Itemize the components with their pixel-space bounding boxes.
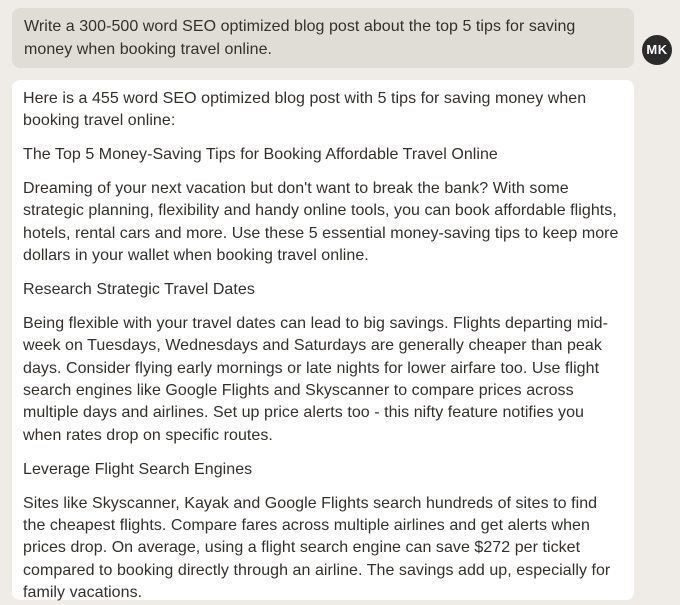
section-heading-travel-dates: Research Strategic Travel Dates bbox=[23, 280, 255, 298]
user-message-text: Write a 300-500 word SEO optimized blog post about the top 5 tips for saving money when booking travel online. bbox=[24, 18, 576, 58]
assistant-response-card bbox=[12, 80, 634, 600]
blog-post-title: The Top 5 Money-Saving Tips for Booking Affordable Travel Online bbox=[23, 145, 498, 163]
user-avatar[interactable]: MK bbox=[642, 35, 672, 65]
section-heading-search-engines: Leverage Flight Search Engines bbox=[23, 460, 253, 478]
response-intro: Here is a 455 word SEO optimized blog post with 5 tips for saving money when booking travel online: bbox=[23, 90, 587, 130]
intro-paragraph: Dreaming of your next vacation but don't want to break the bank? With some strategic planning, flexibility and handy online tools, you can book affordable flights, hotels, rental cars and more. Use these 5 essential money-saving tips to keep more dollars in your wallet when booking travel online. bbox=[23, 179, 619, 264]
user-message-bubble bbox=[12, 8, 634, 68]
section-body-search-engines: Sites like Skyscanner, Kayak and Google Flights search hundreds of sites to find the cheapest flights. Compare fares across multiple airlines and get alerts when prices drop. On average, using a flight search engine can save $272 per ticket compared to booking directly through an airline. The savings add up, especially for family vacations. bbox=[23, 494, 611, 602]
section-body-travel-dates: Being flexible with your travel dates can lead to big savings. Flights departing mid-week on Tuesdays, Wednesdays and Saturdays are generally cheaper than peak days. Consider flying early mornings or late nights for lower airfare too. Use flight search engines like Google Flights and Skyscanner to compare prices across multiple days and airlines. Set up price alerts too - this nifty feature notifies you when rates drop on specific routes. bbox=[23, 314, 608, 444]
